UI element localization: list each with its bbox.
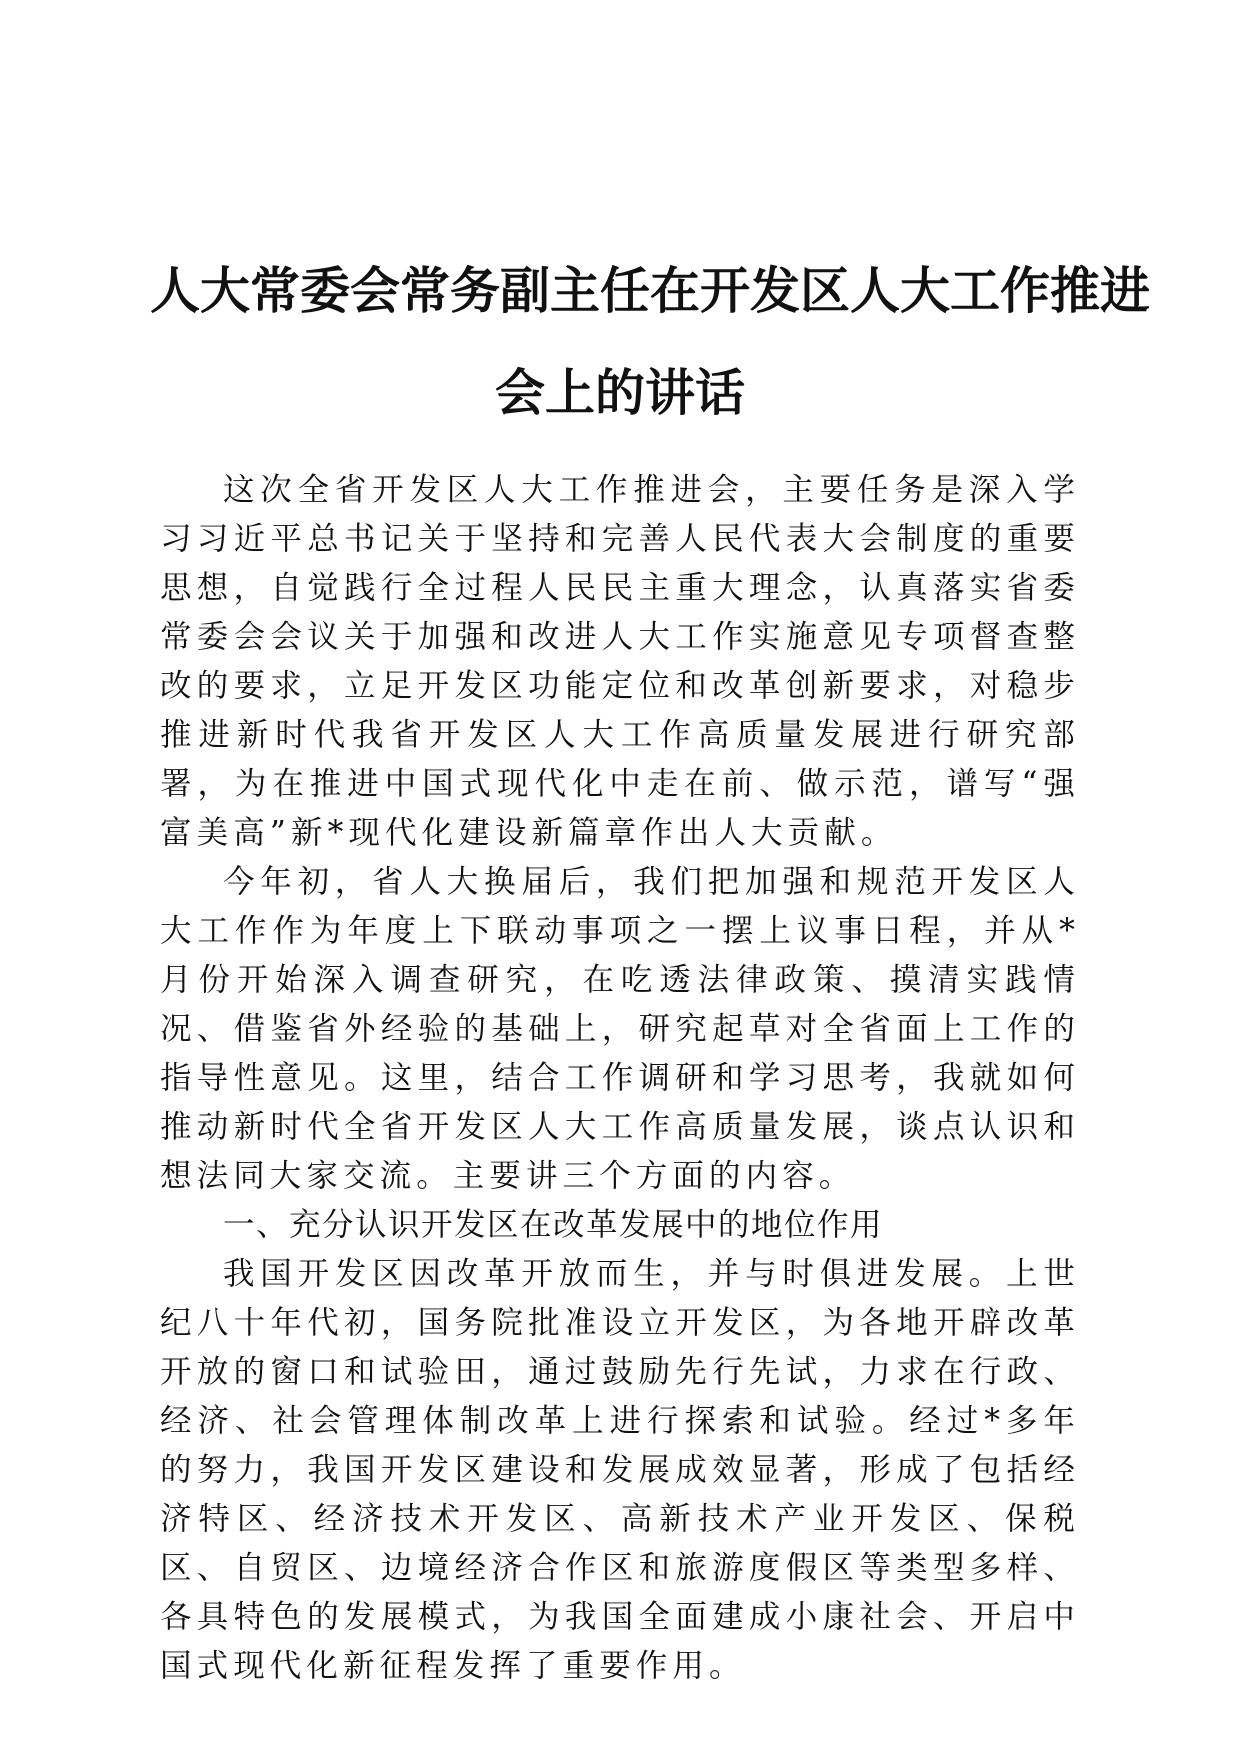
document-body xyxy=(160,466,1080,1691)
paragraph-background: 今年初，省人大换届后，我们把加强和规范开发区人大工作作为年度上下联动事项之一摆上议事日程，并从*月份开始深入调查研究，在吃透法律政策、摸清实践情况、借鉴省外经验的基础上，研究起草对全省面上工作的指导性意见。这里，结合工作调研和学习思考，我就如何推动新时代全省开发区人大工作高质量发展，谈点认识和想法同大家交流。主要讲三个方面的内容。 xyxy=(160,864,1080,1194)
section-heading-1: 一、充分认识开发区在改革发展中的地位作用 xyxy=(223,1207,884,1243)
document-title xyxy=(150,240,1150,444)
paragraph-section-1: 我国开发区因改革开放而生，并与时俱进发展。上世纪八十年代初，国务院批准设立开发区，为各地开辟改革开放的窗口和试验田，通过鼓励先行先试，力求在行政、经济、社会管理体制改革上进行探索和试验。经过*多年的努力，我国开发区建设和发展成效显著，形成了包括经济特区、经济技术开发区、高新技术产业开发区、保税区、自贸区、边境经济合作区和旅游度假区等类型多样、各具特色的发展模式，为我国全面建成小康社会、开启中国式现代化新征程发挥了重要作用。 xyxy=(160,1256,1080,1684)
paragraph-intro: 这次全省开发区人大工作推进会，主要任务是深入学习习近平总书记关于坚持和完善人民代表大会制度的重要思想，自觉践行全过程人民民主重大理念，认真落实省委常委会会议关于加强和改进人大工作实施意见专项督查整改的要求，立足开发区功能定位和改革创新要求，对稳步推进新时代我省开发区人大工作高质量发展进行研究部署，为在推进中国式现代化中走在前、做示范，谱写“强富美高”新*现代化建设新篇章作出人大贡献。 xyxy=(160,472,1080,851)
title-line-1: 人大常委会常务副主任在开发区人大工作推进 xyxy=(150,261,1150,320)
title-line-2: 会上的讲话 xyxy=(495,363,745,422)
